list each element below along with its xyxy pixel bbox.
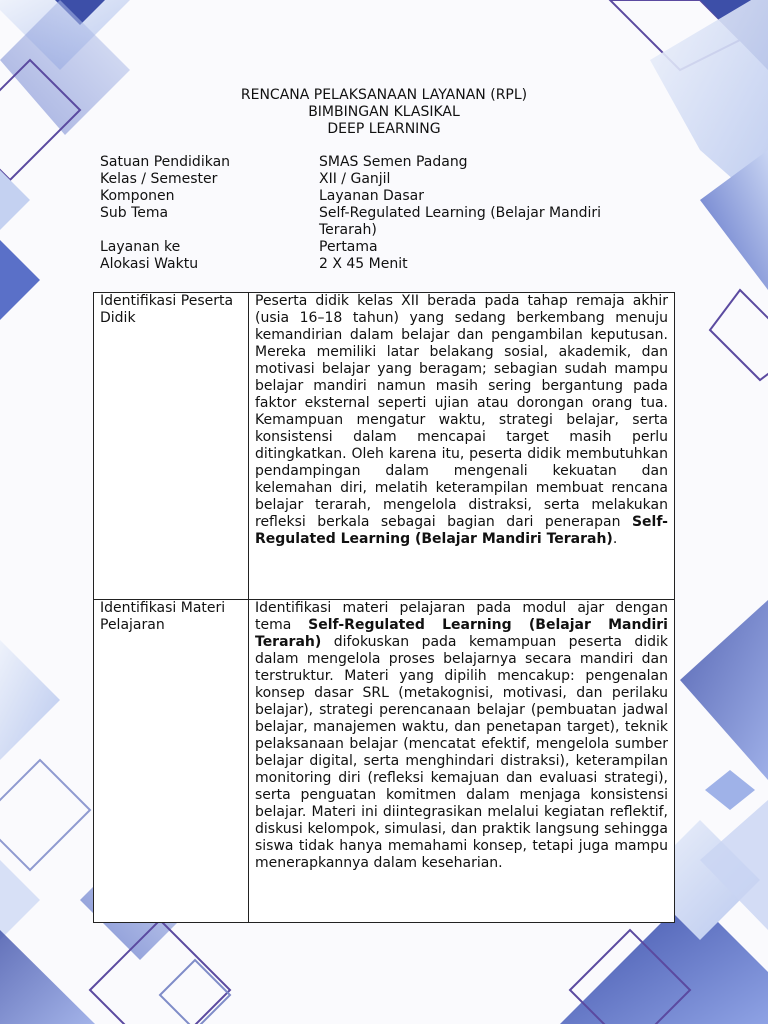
info-list xyxy=(100,154,660,273)
row-content-peserta-didik xyxy=(249,293,675,600)
document-title-block xyxy=(0,87,768,138)
content-bold-text: Self-Regulated Learning (Belajar Mandiri Terarah) xyxy=(255,514,668,547)
deco-diamond-left-light xyxy=(0,170,30,230)
deco-diamond-left-lower-pale xyxy=(0,860,40,940)
deco-outline-bottom-left-small xyxy=(160,960,230,1024)
deco-diamond-mid-right-large xyxy=(680,600,768,780)
info-row-alokasi xyxy=(100,256,660,273)
info-value: 2 X 45 Menit xyxy=(319,256,408,272)
info-label: Sub Tema xyxy=(100,205,169,221)
info-label: Kelas / Semester xyxy=(100,171,218,187)
info-label: Alokasi Waktu xyxy=(100,256,199,272)
content-text: Identifikasi materi pelajaran pada modul ajar dengan tema xyxy=(255,600,668,633)
info-label: Layanan ke xyxy=(100,239,181,255)
content-text-end: . xyxy=(612,531,618,547)
info-label: Komponen xyxy=(100,188,175,204)
info-label: Satuan Pendidikan xyxy=(100,154,231,170)
deco-diamond-mid-right-small xyxy=(705,770,755,810)
deco-diamond-bottom-left-large xyxy=(0,930,95,1024)
info-value: XII / Ganjil xyxy=(319,171,391,187)
content-bold-text: Self-Regulated Learning (Belajar Mandiri Terarah) xyxy=(255,617,668,650)
info-row-layanan xyxy=(100,239,660,256)
row-label-materi-pelajaran: Identifikasi Materi Pelajaran xyxy=(94,600,249,923)
row-content-materi-pelajaran xyxy=(249,600,675,923)
table-row xyxy=(94,293,675,600)
table-row xyxy=(94,600,675,923)
title-line-1: RENCANA PELAKSANAAN LAYANAN (RPL) xyxy=(240,87,528,103)
deco-diamond-left-pale xyxy=(0,640,60,760)
content-text-end: difokuskan pada kemampuan peserta didik dalam mengelola proses belajarnya secara mandiri dan terstruktur. Materi yang dipilih mencakup: pengenalan konsep dasar SRL (metakognisi, motivasi, dan perilaku belajar), strategi perencanaan belajar (pembuatan jadwal belajar, manajemen waktu, dan penetapan target), teknik pelaksanaan belajar (mencatat efektif, mengelola sumber belajar digital, serta menghindari distraksi), keterampilan monitoring diri (refleksi kemajuan dan evaluasi strategi), serta penguatan komitmen dalam menjaga konsistensi belajar. Materi ini diintegrasikan melalui kegiatan reflektif, diskusi kelompok, simulasi, dan praktik langsung sehingga siswa tidak hanya memahami konsep, tetapi juga mampu menerapkannya dalam keseharian. xyxy=(255,634,668,871)
rpl-table xyxy=(93,292,675,923)
info-value: Self-Regulated Learning (Belajar Mandiri Terarah) xyxy=(319,205,601,238)
info-value: Layanan Dasar xyxy=(319,188,425,204)
info-row-kelas xyxy=(100,171,660,188)
deco-diamond-left-blue xyxy=(0,240,40,320)
info-value: Pertama xyxy=(319,239,378,255)
content-text: Peserta didik kelas XII berada pada tahap remaja akhir (usia 16–18 tahun) yang sedang berkembang menuju kemandirian dalam belajar dan pengambilan keputusan. Mereka memiliki latar belakang sosial, akademik, dan motivasi belajar yang beragam; sebagian sudah mampu belajar mandiri namun masih sering bergantung pada faktor eksternal seperti ujian atau dorongan orang tua. Kemampuan mengatur waktu, strategi belajar, serta konsistensi dalam mencapai target masih perlu ditingkatkan. Oleh karena itu, peserta didik membutuhkan pendampingan dalam mengenali kekuatan dan kelemahan diri, melatih keterampilan membuat rencana belajar terarah, mengelola distraksi, serta melakukan refleksi berkala sebagai bagian dari penerapan xyxy=(255,293,668,530)
info-row-subtema xyxy=(100,205,660,239)
info-row-satuan xyxy=(100,154,660,171)
row-label-peserta-didik: Identifikasi Peserta Didik xyxy=(94,293,249,600)
info-row-komponen xyxy=(100,188,660,205)
title-line-2: BIMBINGAN KLASIKAL xyxy=(308,104,460,120)
title-line-3: DEEP LEARNING xyxy=(327,121,441,137)
deco-outline-left-lower xyxy=(0,760,90,870)
deco-outline-right xyxy=(710,290,768,380)
info-value: SMAS Semen Padang xyxy=(319,154,468,170)
